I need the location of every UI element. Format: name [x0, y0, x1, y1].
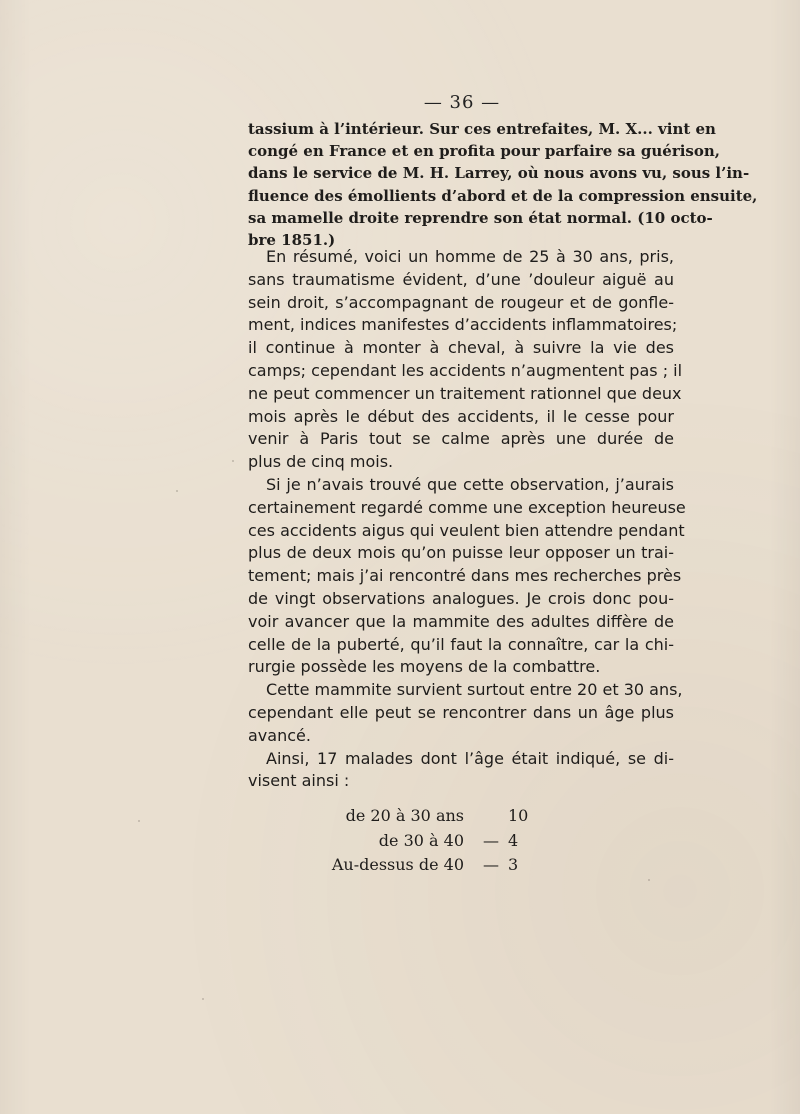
paragraph-line: sans traumatisme évident, d’une ’douleur aiguë au	[248, 269, 674, 289]
patient-count: 4	[508, 830, 519, 850]
paper-speck	[648, 879, 650, 881]
paragraph-distribution-intro	[248, 748, 674, 794]
age-range-label: de 30 à 40	[378, 830, 464, 850]
list-item	[326, 804, 538, 829]
paragraph-line: de vingt observations analogues. Je crois donc pou-	[248, 588, 674, 608]
age-range-label: de 20 à 30 ans	[345, 806, 464, 825]
list-item	[326, 829, 538, 854]
paragraph-line: plus de cinq mois.	[248, 452, 394, 472]
paragraph-line: congé en France et en profita pour parfaire sa guérison,	[248, 142, 720, 161]
paragraph-line: cependant elle peut se rencontrer dans un âge plus	[248, 702, 674, 722]
paper-speck	[202, 998, 204, 1000]
paragraph-line: ne peut commencer un traitement rationnel que deux	[248, 383, 682, 403]
paragraph-line: avancé.	[248, 725, 311, 745]
paragraph-line: Si je n’avais trouvé que cette observation, j’aurais	[266, 474, 674, 494]
paragraph-line: Ainsi, 17 malades dont l’âge était indiqué, se di-	[266, 748, 674, 768]
paragraph-line: Cette mammite survient surtout entre 20 et 30 ans,	[266, 680, 683, 700]
paragraph-line: tement; mais j’ai rencontré dans mes recherches près	[248, 566, 682, 586]
paragraph-line: fluence des émollients d’abord et de la compression ensuite,	[248, 186, 758, 205]
paragraph-summary	[248, 246, 683, 474]
age-range-label: Au-dessus de 40	[331, 855, 464, 875]
paragraph-line: ment, indices manifestes d’accidents inflammatoires;	[248, 315, 678, 335]
paragraph-line: dans le service de M. H. Larrey, où nous avons vu, sous l’in-	[248, 164, 750, 183]
paragraph-line: plus de deux mois qu’on puisse leur opposer un trai-	[248, 543, 674, 563]
page-number: — 36 —	[423, 92, 501, 113]
ditto-dash: —	[483, 855, 499, 875]
paragraph-line: celle de la puberté, qu’il faut la connaître, car la chi-	[248, 634, 674, 654]
paper-speck	[176, 490, 178, 492]
paragraph-line: En résumé, voici un homme de 25 à 30 ans, pris,	[266, 247, 674, 266]
list-item	[326, 853, 538, 878]
paragraph-line: camps; cependant les accidents n’augmentent pas ; il	[248, 360, 683, 380]
main-text	[248, 246, 686, 793]
paragraph-line: sa mamelle droite reprendre son état normal. (10 octo-	[248, 208, 713, 227]
ditto-dash: —	[483, 830, 499, 850]
paragraph-continuation	[248, 118, 758, 251]
paragraph-line: visent ainsi :	[248, 771, 350, 791]
paragraph-line: rurgie possède les moyens de la combattre.	[248, 657, 601, 677]
paragraph-observation	[248, 474, 686, 679]
paragraph-line: certainement regardé comme une exception heureuse	[248, 497, 686, 517]
age-distribution-list	[326, 804, 538, 878]
paragraph-age-range	[248, 679, 683, 747]
paragraph-line: mois après le début des accidents, il le cesse pour	[248, 406, 674, 426]
patient-count: 3	[508, 855, 519, 875]
paper-speck	[138, 820, 140, 822]
paper-speck	[232, 460, 234, 462]
paragraph-line: ces accidents aigus qui veulent bien attendre pendant	[248, 520, 685, 540]
paragraph-line: venir à Paris tout se calme après une durée de	[248, 429, 674, 449]
patient-count: 10	[508, 806, 529, 825]
paragraph-line: il continue à monter à cheval, à suivre la vie des	[248, 338, 674, 358]
paragraph-line: tassium à l’intérieur. Sur ces entrefaites, M. X... vint en	[248, 120, 716, 138]
paragraph-line: bre 1851.)	[248, 231, 336, 250]
paragraph-line: voir avancer que la mammite des adultes diffère de	[248, 611, 674, 631]
paragraph-line: sein droit, s’accompagnant de rougeur et de gonfle-	[248, 292, 674, 312]
